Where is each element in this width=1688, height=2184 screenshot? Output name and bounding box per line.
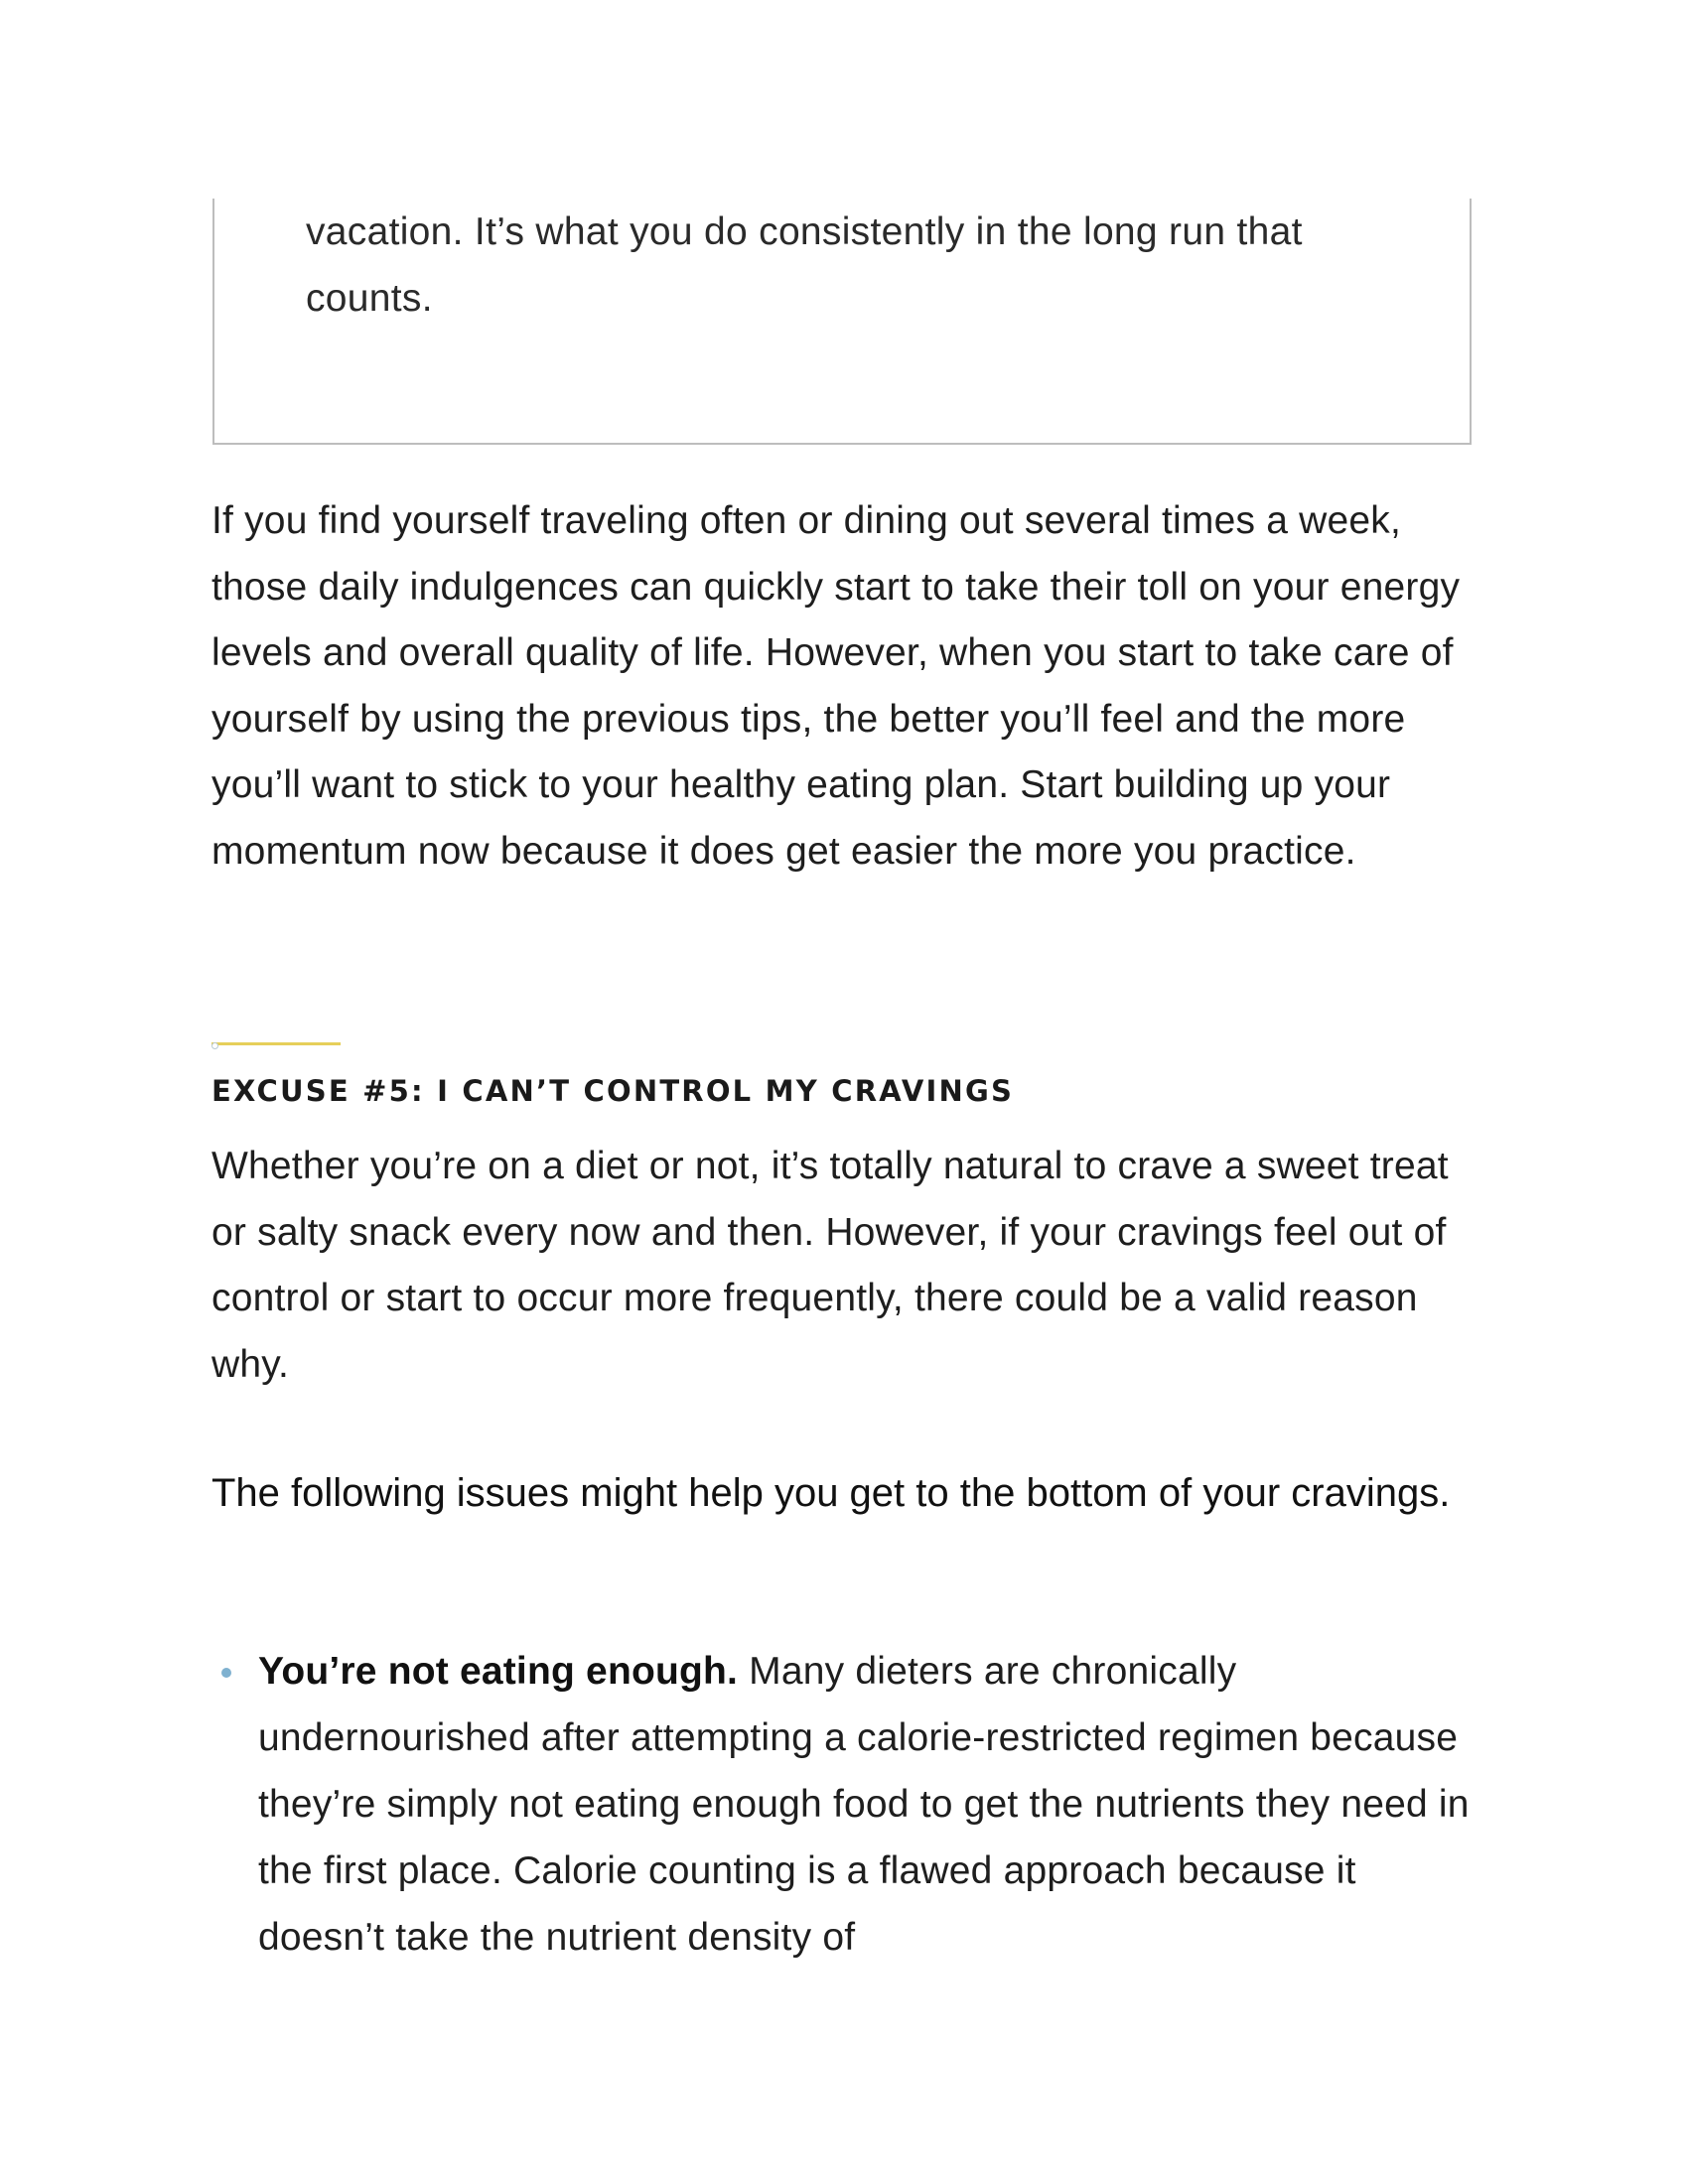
bullet-bold-text: You’re not eating enough. (258, 1650, 739, 1693)
section-accent-dot (211, 1042, 218, 1049)
paragraph-travel: If you find yourself traveling often or dining out several times a week, those daily indulgences can quickly start to take their toll on your energy levels and overall quality of life. However, when you start to take care of yourself by using the previous tips, the better you’ll feel and the more you’ll want to stick to your healthy eating plan. Start building up your momentum now because it does get easier the more you practice. (211, 499, 1461, 873)
lead-in-text: The following issues might help you get to the bottom of your cravings. (211, 1471, 1451, 1515)
list-item (211, 1638, 1492, 1971)
bullet-body-text: Many dieters are chronically undernourished after attempting a calorie-restricted regimen because they’re simply not eating enough food to get the nutrients they need in the first place. Calorie counting is a flawed approach because it doesn’t take the nutrient density of (258, 1650, 1470, 1959)
section-accent-rule (211, 1042, 341, 1045)
bullet-dot-icon (221, 1668, 231, 1678)
bullet-list (211, 1638, 1492, 1971)
paragraph-cravings: Whether you’re on a diet or not, it’s totally natural to crave a sweet treat or salty snack every now and then. However, if your cravings feel out of control or start to occur more frequently, there could be a valid reason why. (211, 1145, 1449, 1386)
section-heading: EXCUSE #5: I CAN’T CONTROL MY CRAVINGS (211, 1074, 1015, 1108)
callout-text: vacation. It’s what you do consistently in the long run that counts. (306, 210, 1303, 320)
callout-box (212, 199, 1472, 445)
